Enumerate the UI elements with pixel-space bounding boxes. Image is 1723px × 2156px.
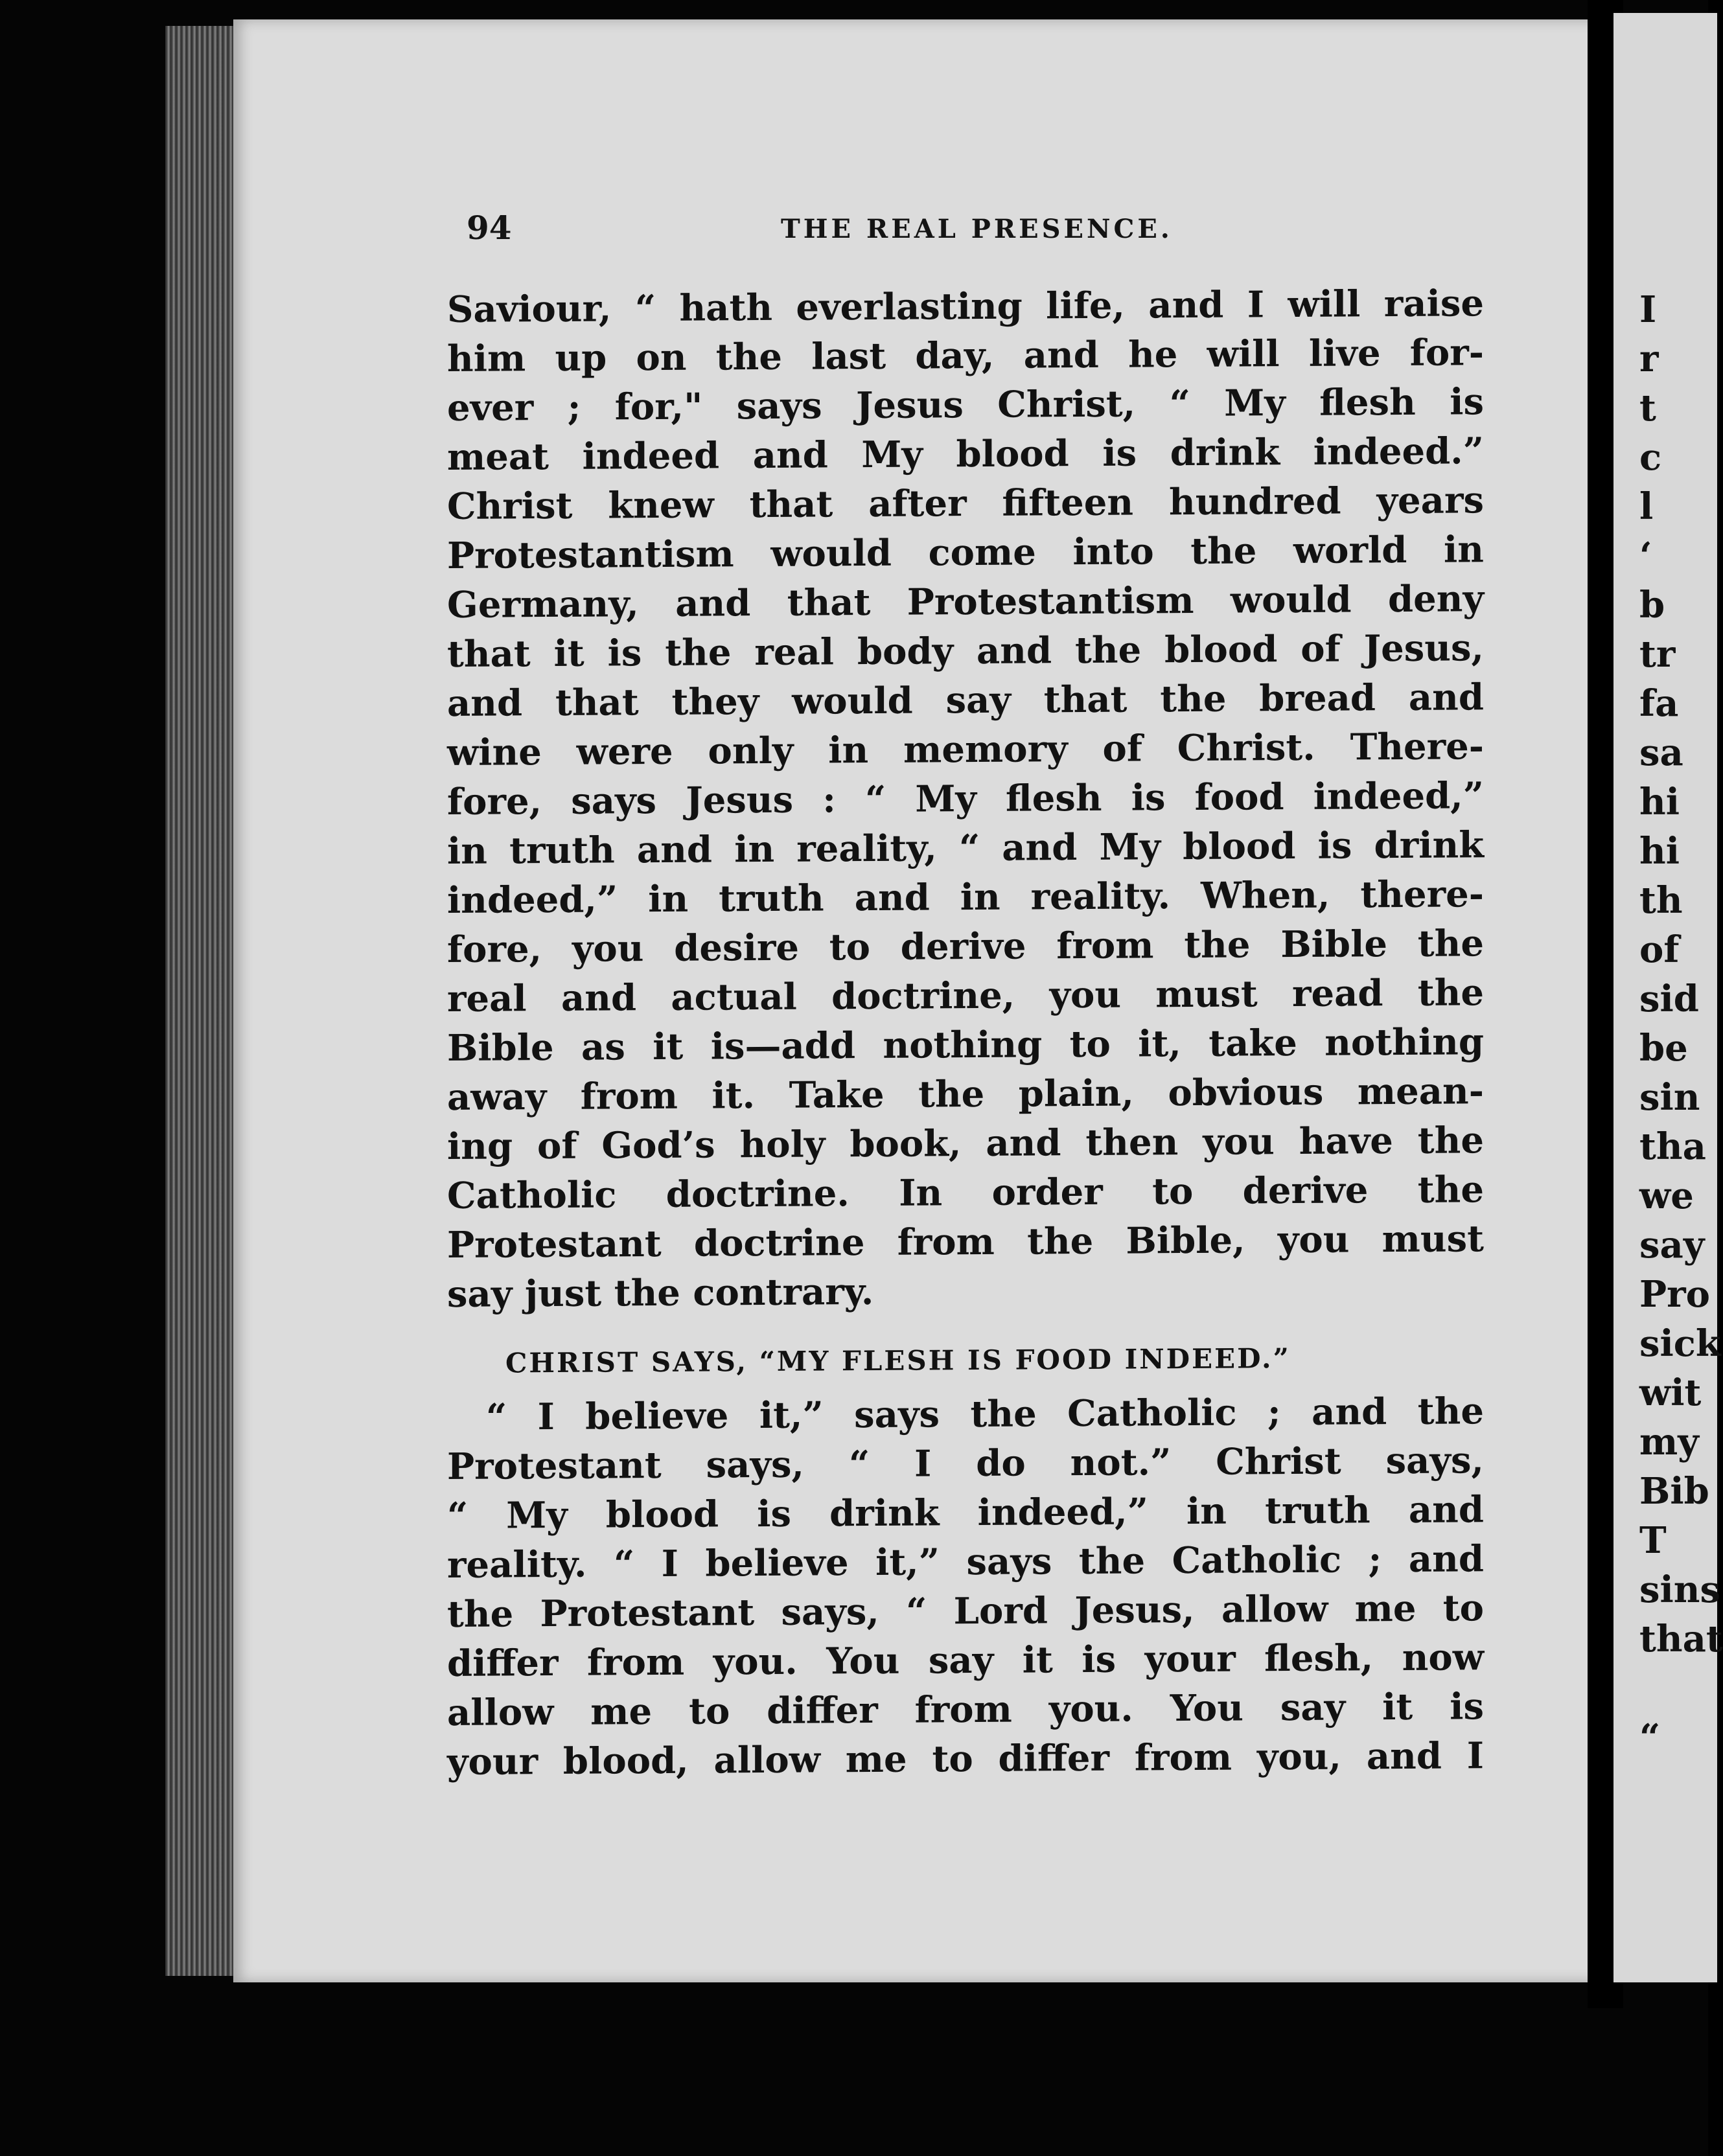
text-line: away from it. Take the plain, obvious mean- bbox=[447, 1070, 1484, 1119]
text-fragment: “ bbox=[1639, 1716, 1661, 1759]
text-fragment: th bbox=[1639, 879, 1683, 922]
text-line: fore, says Jesus : “ My flesh is food indeed,” bbox=[447, 774, 1484, 823]
text-line: Christ knew that after fifteen hundred years bbox=[447, 479, 1484, 528]
text-line: that it is the real body and the blood of Jesus, bbox=[447, 626, 1484, 676]
section-heading: CHRIST SAYS, “MY FLESH IS FOOD INDEED.” bbox=[505, 1342, 1291, 1379]
text-line: differ from you. You say it is your flesh, now bbox=[447, 1636, 1484, 1685]
text-fragment: ‘ bbox=[1639, 534, 1652, 577]
text-fragment: hi bbox=[1639, 830, 1680, 873]
text-line: “ My blood is drink indeed,” in truth and bbox=[447, 1488, 1484, 1537]
text-line: the Protestant says, “ Lord Jesus, allow me to bbox=[447, 1587, 1484, 1636]
text-line: and that they would say that the bread and bbox=[447, 676, 1484, 725]
text-fragment: hi bbox=[1639, 781, 1680, 823]
text-line: him up on the last day, and he will live for- bbox=[447, 331, 1484, 380]
text-fragment: say bbox=[1639, 1224, 1705, 1267]
text-fragment: sid bbox=[1639, 978, 1699, 1020]
text-fragment: tr bbox=[1639, 633, 1676, 676]
running-head-title: THE REAL PRESENCE. bbox=[781, 214, 1173, 244]
text-line: say just the contrary. bbox=[447, 1270, 874, 1316]
text-fragment: b bbox=[1639, 584, 1665, 626]
text-fragment: t bbox=[1639, 387, 1656, 430]
text-line: Protestantism would come into the world in bbox=[447, 528, 1484, 577]
text-line: ever ; for," says Jesus Christ, “ My flesh is bbox=[447, 380, 1484, 430]
text-line: indeed,” in truth and in reality. When, there- bbox=[447, 873, 1484, 922]
text-line: your blood, allow me to differ from you, and I bbox=[447, 1734, 1484, 1783]
text-fragment: T bbox=[1639, 1519, 1667, 1562]
text-fragment: Pro bbox=[1639, 1273, 1710, 1316]
text-line: allow me to differ from you. You say it is bbox=[447, 1685, 1484, 1734]
text-fragment: my bbox=[1639, 1421, 1699, 1463]
running-head bbox=[467, 209, 1322, 254]
page-number: 94 bbox=[467, 209, 512, 247]
text-fragment: be bbox=[1639, 1027, 1688, 1070]
text-fragment: sin bbox=[1639, 1076, 1700, 1119]
text-line: Saviour, “ hath everlasting life, and I will raise bbox=[447, 282, 1484, 331]
text-fragment: sick bbox=[1639, 1322, 1721, 1365]
text-fragment: fa bbox=[1639, 682, 1679, 725]
text-fragment: we bbox=[1639, 1175, 1694, 1217]
body-text bbox=[447, 279, 1484, 1787]
text-line: meat indeed and My blood is drink indeed.” bbox=[447, 430, 1484, 479]
text-line: in truth and in reality, “ and My blood is drink bbox=[447, 823, 1484, 873]
text-line: fore, you desire to derive from the Bible the bbox=[447, 922, 1484, 971]
text-fragment: sins bbox=[1639, 1568, 1721, 1611]
text-line: wine were only in memory of Christ. There- bbox=[447, 725, 1484, 774]
text-fragment: of bbox=[1639, 928, 1680, 971]
text-fragment: sa bbox=[1639, 731, 1683, 774]
text-fragment: Bib bbox=[1639, 1470, 1709, 1513]
text-line: Bible as it is—add nothing to it, take nothing bbox=[447, 1020, 1484, 1070]
text-fragment: l bbox=[1639, 485, 1654, 528]
text-fragment bbox=[1613, 1664, 1723, 1713]
text-line: Protestant doctrine from the Bible, you must bbox=[447, 1217, 1484, 1267]
text-line: ing of God’s holy book, and then you have the bbox=[447, 1119, 1484, 1168]
text-fragment: c bbox=[1639, 436, 1662, 479]
text-fragment: I bbox=[1639, 288, 1657, 331]
right-page-text bbox=[1613, 285, 1723, 1762]
text-fragment: tha bbox=[1639, 1125, 1706, 1168]
text-fragment: that bbox=[1639, 1618, 1723, 1660]
right-page-fragment bbox=[1613, 13, 1723, 1982]
page-edges bbox=[165, 26, 243, 1976]
text-line: reality. “ I believe it,” says the Catholic ; and bbox=[447, 1537, 1484, 1587]
text-line: Protestant says, “ I do not.” Christ says, bbox=[447, 1439, 1484, 1488]
text-fragment: wit bbox=[1639, 1371, 1702, 1414]
text-line: “ I believe it,” says the Catholic ; and the bbox=[486, 1390, 1484, 1439]
text-line: real and actual doctrine, you must read the bbox=[447, 971, 1484, 1020]
text-line: Catholic doctrine. In order to derive the bbox=[447, 1168, 1484, 1217]
text-line: Germany, and that Protestantism would deny bbox=[447, 577, 1484, 626]
text-fragment: r bbox=[1639, 338, 1659, 380]
